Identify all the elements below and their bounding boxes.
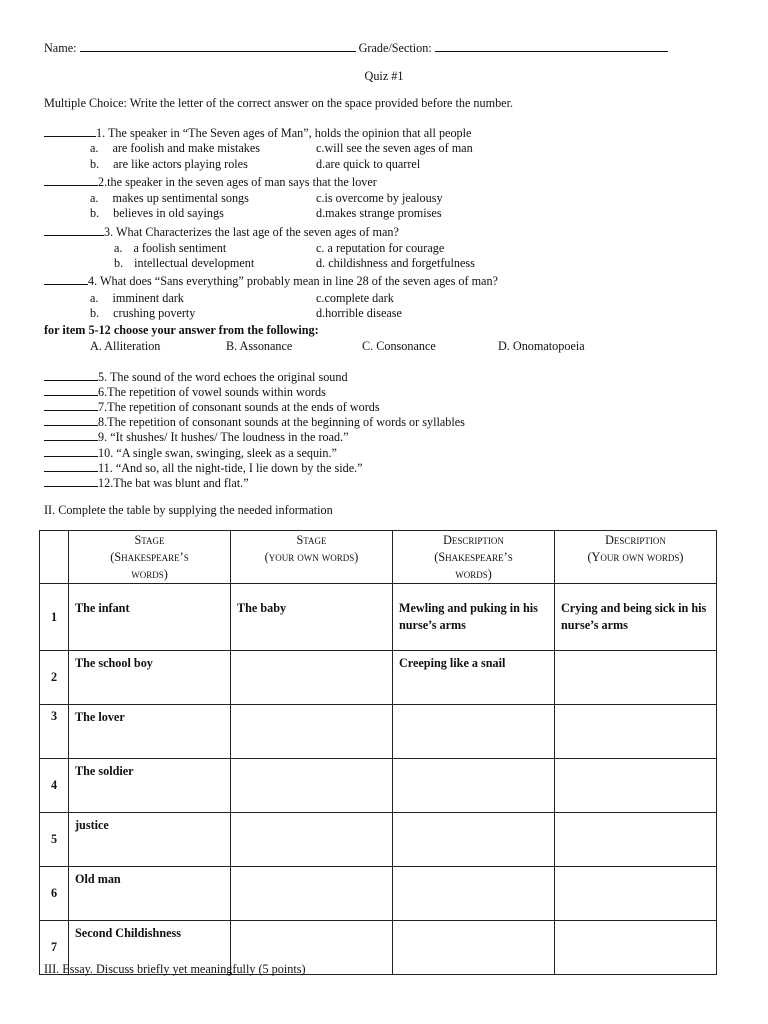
cell-own-description[interactable] bbox=[555, 759, 717, 813]
option-text: imminent dark bbox=[112, 291, 184, 305]
item-9 bbox=[44, 429, 349, 445]
header-num bbox=[40, 531, 69, 584]
header-line: Description bbox=[443, 533, 504, 547]
item-8 bbox=[44, 414, 465, 430]
option-letter: a. bbox=[90, 191, 99, 205]
row-number: 7 bbox=[40, 921, 69, 975]
row-number: 1 bbox=[40, 584, 69, 651]
cell-own-description[interactable] bbox=[555, 921, 717, 975]
table-row bbox=[40, 867, 717, 921]
cell-description: Mewling and puking in his nurse’s arms bbox=[393, 584, 555, 651]
option-letter: a. bbox=[114, 241, 123, 255]
cell-stage: The infant bbox=[69, 584, 231, 651]
header-stage-own bbox=[231, 531, 393, 584]
option-letter: a. bbox=[90, 291, 99, 305]
q2-option-a bbox=[90, 191, 249, 206]
header-line: (your own words) bbox=[264, 550, 359, 564]
cell-own-stage[interactable] bbox=[231, 867, 393, 921]
q1-option-a bbox=[90, 141, 260, 156]
item-text: 11. “And so, all the night-tide, I lie down by the side.” bbox=[98, 461, 363, 475]
q4-option-a bbox=[90, 291, 184, 306]
q2-option-d: d.makes strange promises bbox=[316, 206, 442, 220]
option-text: crushing poverty bbox=[113, 306, 196, 320]
option-letter: b. bbox=[114, 256, 124, 270]
table-row bbox=[40, 813, 717, 867]
item-7 bbox=[44, 399, 380, 415]
answer-blank-11[interactable] bbox=[44, 460, 98, 472]
row-number: 5 bbox=[40, 813, 69, 867]
question-1 bbox=[44, 125, 471, 141]
header-desc-own bbox=[555, 531, 717, 584]
header-line: words) bbox=[455, 567, 492, 581]
question-2 bbox=[44, 174, 377, 190]
option-text: intellectual development bbox=[134, 256, 255, 270]
option-text: are like actors playing roles bbox=[113, 157, 248, 171]
option-letter: b. bbox=[90, 306, 100, 320]
cell-description: Creeping like a snail bbox=[393, 651, 555, 705]
q4-option-d: d.horrible disease bbox=[316, 306, 402, 320]
item-11 bbox=[44, 460, 363, 476]
header-desc-shakespeare bbox=[393, 531, 555, 584]
row-number: 4 bbox=[40, 759, 69, 813]
header-line: Description bbox=[605, 533, 666, 547]
item-12 bbox=[44, 475, 249, 491]
cell-own-stage[interactable]: The baby bbox=[231, 584, 393, 651]
q3-option-a bbox=[114, 241, 226, 256]
cell-own-description[interactable]: Crying and being sick in his nurse’s arms bbox=[555, 584, 717, 651]
answer-blank-9[interactable] bbox=[44, 429, 98, 441]
cell-own-stage[interactable] bbox=[231, 651, 393, 705]
answer-blank-5[interactable] bbox=[44, 369, 98, 381]
answer-blank-12[interactable] bbox=[44, 475, 98, 487]
cell-description[interactable] bbox=[393, 813, 555, 867]
header-line: (Your own words) bbox=[587, 550, 684, 564]
name-blank[interactable] bbox=[80, 40, 356, 52]
choice-c: C. Consonance bbox=[362, 339, 436, 353]
option-letter: b. bbox=[90, 157, 100, 171]
question-2-text: 2.the speaker in the seven ages of man says that the lover bbox=[98, 175, 377, 189]
q3-option-b bbox=[114, 256, 254, 271]
table-header-row bbox=[40, 531, 717, 584]
cell-stage: Second Childishness bbox=[69, 921, 231, 975]
header-stage-shakespeare bbox=[69, 531, 231, 584]
q4-option-c: c.complete dark bbox=[316, 291, 394, 305]
q4-option-b bbox=[90, 306, 195, 321]
header-line: words) bbox=[131, 567, 168, 581]
header-line: (Shakespeare’s bbox=[110, 550, 189, 564]
option-letter: b. bbox=[90, 206, 100, 220]
name-row bbox=[44, 40, 668, 56]
q1-option-b bbox=[90, 157, 248, 172]
cell-stage: justice bbox=[69, 813, 231, 867]
grade-blank[interactable] bbox=[435, 40, 668, 52]
item-text: 9. “It shushes/ It hushes/ The loudness in the road.” bbox=[98, 430, 349, 444]
row-number: 2 bbox=[40, 651, 69, 705]
question-1-text: 1. The speaker in “The Seven ages of Man”, holds the opinion that all people bbox=[96, 126, 472, 140]
cell-own-description[interactable] bbox=[555, 813, 717, 867]
cell-stage: Old man bbox=[69, 867, 231, 921]
cell-description[interactable] bbox=[393, 867, 555, 921]
question-4-text: 4. What does “Sans everything” probably mean in line 28 of the seven ages of man? bbox=[88, 274, 498, 288]
item-text: 8.The repetition of consonant sounds at the beginning of words or syllables bbox=[98, 415, 465, 429]
option-letter: a. bbox=[90, 141, 99, 155]
answer-blank-8[interactable] bbox=[44, 414, 98, 426]
cell-stage: The soldier bbox=[69, 759, 231, 813]
q3-option-d: d. childishness and forgetfulness bbox=[316, 256, 475, 270]
answer-blank-2[interactable] bbox=[44, 174, 98, 186]
name-label: Name: bbox=[44, 41, 77, 55]
item-6 bbox=[44, 384, 326, 400]
cell-description[interactable] bbox=[393, 705, 555, 759]
table-row bbox=[40, 584, 717, 651]
question-3 bbox=[44, 224, 399, 240]
item-text: 12.The bat was blunt and flat.” bbox=[98, 476, 249, 490]
option-text: a foolish sentiment bbox=[133, 241, 227, 255]
question-4 bbox=[44, 273, 498, 289]
option-text: are foolish and make mistakes bbox=[112, 141, 261, 155]
cell-description[interactable] bbox=[393, 921, 555, 975]
q1-option-d: d.are quick to quarrel bbox=[316, 157, 421, 171]
item-text: 6.The repetition of vowel sounds within words bbox=[98, 385, 326, 399]
q2-option-c: c.is overcome by jealousy bbox=[316, 191, 443, 205]
choice-b: B. Assonance bbox=[226, 339, 293, 353]
item-text: 7.The repetition of consonant sounds at the ends of words bbox=[98, 400, 380, 414]
row-number: 3 bbox=[40, 705, 69, 759]
cell-own-stage[interactable] bbox=[231, 705, 393, 759]
answer-blank-1[interactable] bbox=[44, 125, 96, 137]
cell-stage: The school boy bbox=[69, 651, 231, 705]
answer-blank-6[interactable] bbox=[44, 384, 98, 396]
q2-option-b bbox=[90, 206, 224, 221]
cell-own-description[interactable] bbox=[555, 705, 717, 759]
choice-a: A. Alliteration bbox=[90, 339, 161, 353]
header-line: (Shakespeare’s bbox=[434, 550, 513, 564]
quiz-title: Quiz #1 bbox=[364, 69, 404, 83]
answer-blank-7[interactable] bbox=[44, 399, 98, 411]
cell-own-stage[interactable] bbox=[231, 813, 393, 867]
q3-option-c: c. a reputation for courage bbox=[316, 241, 445, 255]
header-line: Stage bbox=[134, 533, 165, 547]
table-row bbox=[40, 651, 717, 705]
option-text: makes up sentimental songs bbox=[112, 191, 249, 205]
ages-table bbox=[39, 530, 717, 975]
answer-blank-4[interactable] bbox=[44, 273, 88, 285]
question-3-text: 3. What Characterizes the last age of the seven ages of man? bbox=[104, 225, 399, 239]
item-5 bbox=[44, 369, 348, 385]
item-text: 10. “A single swan, swinging, sleek as a sequin.” bbox=[98, 446, 337, 460]
q1-option-c: c.will see the seven ages of man bbox=[316, 141, 473, 155]
row-number: 6 bbox=[40, 867, 69, 921]
part2-instructions: II. Complete the table by supplying the needed information bbox=[44, 503, 333, 517]
part3-instructions: III. Essay. Discuss briefly yet meaningfully (5 points) bbox=[44, 962, 306, 976]
option-text: believes in old sayings bbox=[113, 206, 224, 220]
choice-d: D. Onomatopoeia bbox=[498, 339, 585, 353]
choices-header: for item 5-12 choose your answer from the following: bbox=[44, 323, 319, 337]
cell-own-description[interactable] bbox=[555, 867, 717, 921]
table-row bbox=[40, 705, 717, 759]
cell-own-stage[interactable] bbox=[231, 759, 393, 813]
table-row bbox=[40, 759, 717, 813]
header-line: Stage bbox=[296, 533, 327, 547]
cell-stage: The lover bbox=[69, 705, 231, 759]
answer-blank-10[interactable] bbox=[44, 445, 98, 457]
cell-description[interactable] bbox=[393, 759, 555, 813]
item-text: 5. The sound of the word echoes the original sound bbox=[98, 370, 348, 384]
answer-blank-3[interactable] bbox=[44, 224, 104, 236]
grade-label: Grade/Section: bbox=[358, 41, 432, 55]
part1-instructions: Multiple Choice: Write the letter of the correct answer on the space provided before the number. bbox=[44, 96, 514, 110]
item-10 bbox=[44, 445, 337, 461]
cell-own-description[interactable] bbox=[555, 651, 717, 705]
